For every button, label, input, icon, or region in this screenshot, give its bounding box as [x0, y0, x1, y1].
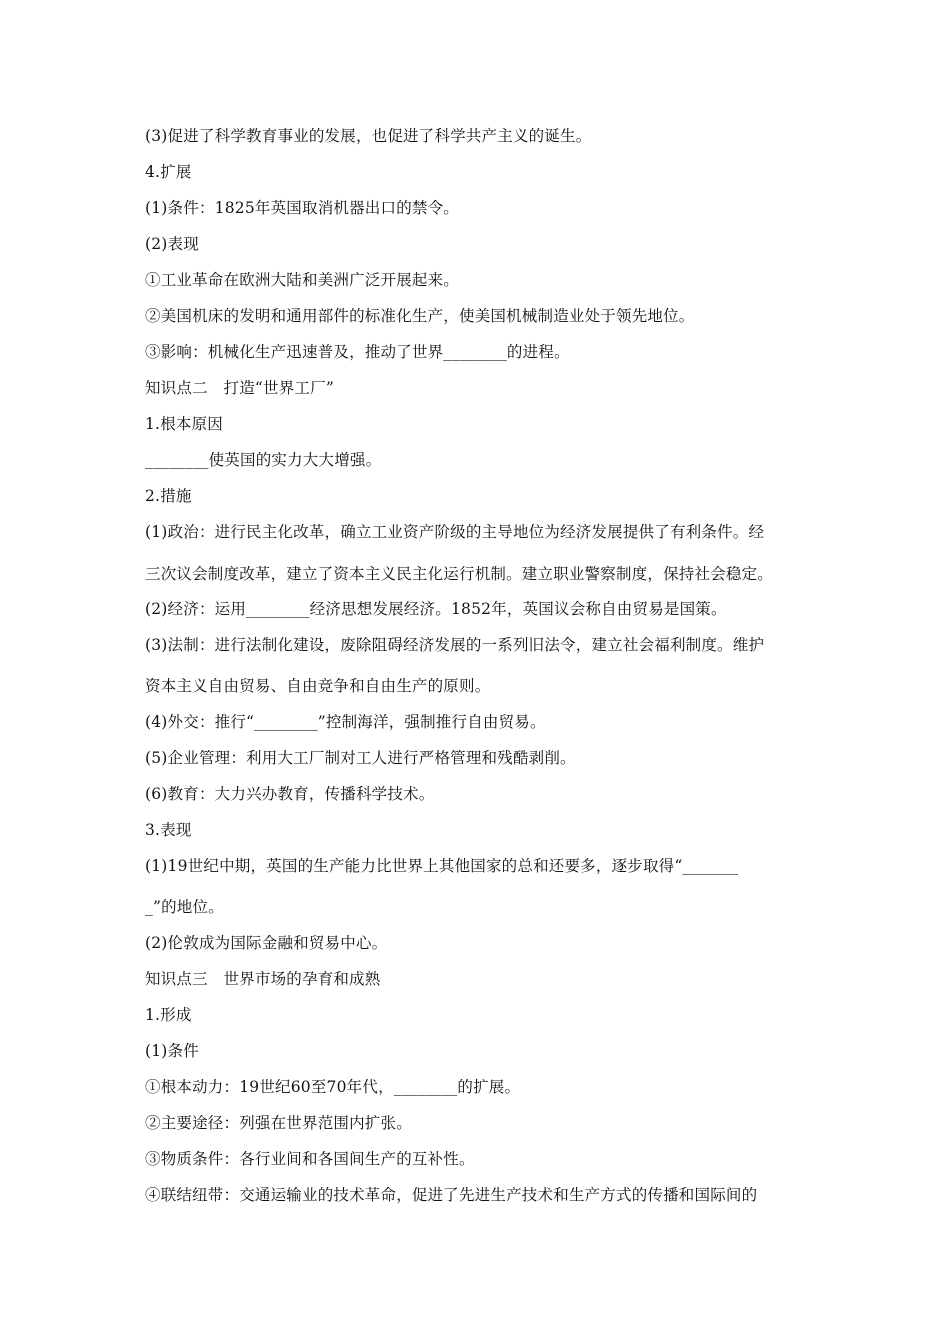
sub-heading: (1)条件 [145, 1042, 199, 1060]
text-line: (1)19世纪中期，英国的生产能力比世界上其他国家的总和还要多，逐步取得“_______ [145, 857, 739, 875]
text-line: (6)教育：大力兴办教育，传播科学技术。 [145, 785, 435, 803]
section-heading: 1.根本原因 [145, 415, 223, 433]
text-line: ①工业革命在欧洲大陆和美洲广泛开展起来。 [145, 271, 460, 289]
text-line: (4)外交：推行“________”控制海洋，强制推行自由贸易。 [145, 713, 546, 731]
section-heading: 3.表现 [145, 821, 192, 839]
text-line: (5)企业管理：利用大工厂制对工人进行严格管理和残酷剥削。 [145, 749, 576, 767]
text-line: _”的地位。 [145, 898, 224, 916]
sub-heading: (2)表现 [145, 235, 199, 253]
text-line: ①根本动力：19世纪60至70年代，________的扩展。 [145, 1078, 521, 1096]
text-line: ③物质条件：各行业间和各国间生产的互补性。 [145, 1150, 475, 1168]
text-line: 三次议会制度改革，建立了资本主义民主化运行机制。建立职业警察制度，保持社会稳定。 [145, 565, 774, 583]
text-line: ②主要途径：列强在世界范围内扩张。 [145, 1114, 412, 1132]
knowledge-point-heading: 知识点三 世界市场的孕育和成熟 [145, 970, 381, 988]
text-line: (1)政治：进行民主化改革，确立工业资产阶级的主导地位为经济发展提供了有利条件。经 [145, 523, 765, 541]
text-line: (1)条件：1825年英国取消机器出口的禁令。 [145, 199, 460, 217]
text-line: (2)伦敦成为国际金融和贸易中心。 [145, 934, 388, 952]
text-line: (3)促进了科学教育事业的发展，也促进了科学共产主义的诞生。 [145, 127, 592, 145]
text-line: (3)法制：进行法制化建设，废除阻碍经济发展的一系列旧法令，建立社会福利制度。维护 [145, 636, 765, 654]
text-line: ②美国机床的发明和通用部件的标准化生产，使美国机械制造业处于领先地位。 [145, 307, 695, 325]
text-line: ④联结纽带：交通运输业的技术革命，促进了先进生产技术和生产方式的传播和国际间的 [145, 1186, 758, 1204]
text-line: 资本主义自由贸易、自由竞争和自由生产的原则。 [145, 677, 491, 695]
section-heading: 1.形成 [145, 1006, 192, 1024]
knowledge-point-heading: 知识点二 打造“世界工厂” [145, 379, 334, 397]
section-heading: 4.扩展 [145, 163, 192, 181]
text-line: (2)经济：运用________经济思想发展经济。1852年，英国议会称自由贸易是国策。 [145, 600, 727, 618]
text-line: ________使英国的实力大大增强。 [145, 451, 382, 469]
text-line: ③影响：机械化生产迅速普及，推动了世界________的进程。 [145, 343, 570, 361]
section-heading: 2.措施 [145, 487, 192, 505]
